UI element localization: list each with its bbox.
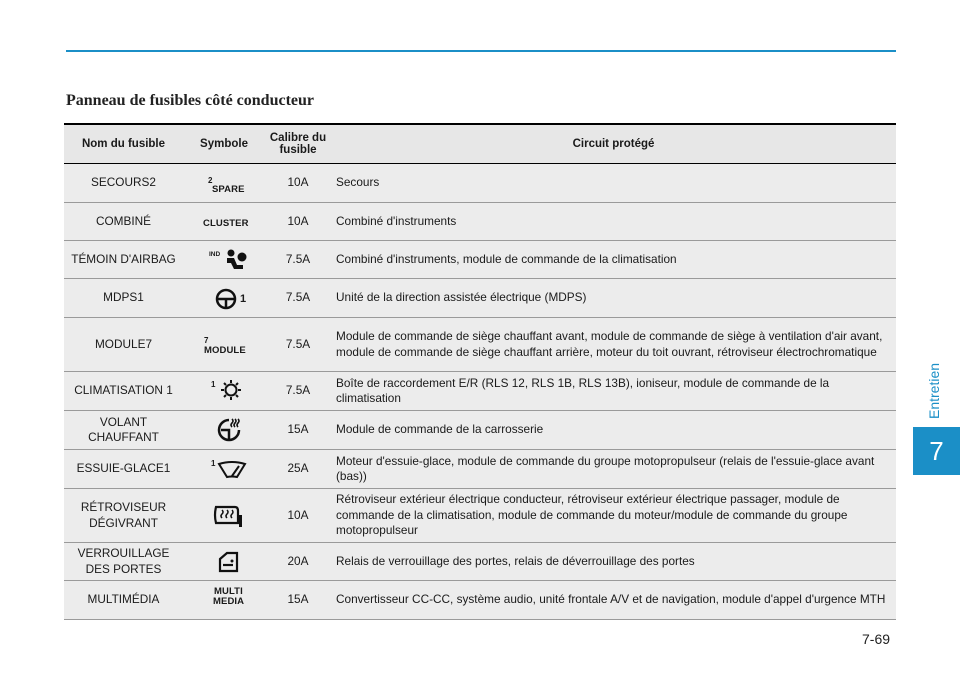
cluster-label-icon: CLUSTER [203,218,249,229]
fuse-name: VERROUILLAGE DES PORTES [64,543,183,581]
fuse-circuit: Unité de la direction assistée électrique (MDPS) [331,279,896,318]
top-rule [66,50,896,52]
fuse-name: TÉMOIN D'AIRBAG [64,241,183,279]
table-row [64,411,896,450]
header-symbol: Symbole [183,124,265,164]
multimedia-label-icon: MULTI [214,586,243,597]
fuse-rating: 15A [265,581,331,620]
fuse-rating: 7.5A [265,318,331,372]
module-label-icon: MODULE [204,345,246,356]
fuse-symbol [183,241,265,279]
fuse-symbol [183,581,265,620]
chapter-tab: 7 [913,427,960,475]
header-fuse-name: Nom du fusible [64,124,183,164]
fuse-name: ESSUIE-GLACE1 [64,450,183,489]
fuse-rating: 10A [265,203,331,241]
wiper-icon [217,461,247,479]
page-number: 7-69 [862,631,891,647]
table-row [64,279,896,318]
steering-wheel-icon [215,288,237,310]
section-title: Panneau de fusibles côté conducteur [66,92,314,109]
heated-steering-icon [215,416,243,444]
fuse-name: MULTIMÉDIA [64,581,183,620]
table-row [64,450,896,489]
header-circuit: Circuit protégé [331,124,896,164]
fuse-circuit: Boîte de raccordement E/R (RLS 12, RLS 1B, RLS 13B), ioniseur, module de commande de la climatisation [331,372,896,411]
fuse-circuit: Combiné d'instruments [331,203,896,241]
fuse-symbol [183,372,265,411]
header-rating: Calibre du fusible [265,124,331,164]
fuse-name: MODULE7 [64,318,183,372]
table-row [64,581,896,620]
fuse-name: VOLANT CHAUFFANT [64,411,183,450]
fuse-rating: 20A [265,543,331,581]
airbag-icon [223,248,249,272]
fuse-circuit: Convertisseur CC-CC, système audio, unité frontale A/V et de navigation, module d'appel d'urgence MTH [331,581,896,620]
table-row [64,203,896,241]
table-header-row [64,124,896,164]
climate-icon [220,379,242,401]
side-chapter-title: Entretien [926,362,942,420]
fuse-name: CLIMATISATION 1 [64,372,183,411]
fuse-name: COMBINÉ [64,203,183,241]
mirror-defrost-icon [213,503,245,529]
fuse-circuit: Rétroviseur extérieur électrique conducteur, rétroviseur extérieur électrique passager, module de commande de la climatisation, module de commande du moteur/module de commande du groupe motopropulseur [331,489,896,543]
fuse-table [64,123,896,620]
fuse-name: MDPS1 [64,279,183,318]
symbol-superscript: 2 [208,176,213,185]
fuse-circuit: Relais de verrouillage des portes, relais de déverrouillage des portes [331,543,896,581]
table-row [64,372,896,411]
door-lock-icon [216,551,240,573]
fuse-rating: 25A [265,450,331,489]
table-row [64,164,896,203]
fuse-symbol [183,318,265,372]
symbol-superscript: IND [209,251,221,258]
symbol-superscript: 1 [211,459,216,468]
fuse-rating: 7.5A [265,279,331,318]
fuse-symbol [183,203,265,241]
fuse-circuit: Moteur d'essuie-glace, module de commande du groupe motopropulseur (relais de l'essuie-glace avant (bas)) [331,450,896,489]
symbol-suffix: 1 [240,293,247,305]
table-row [64,489,896,543]
table-row [64,241,896,279]
fuse-rating: 10A [265,164,331,203]
fuse-circuit: Module de commande de siège chauffant avant, module de commande de siège à ventilation d'air avant, module de commande de siège chauffant arrière, moteur du toit ouvrant, rétroviseur électrochromatique [331,318,896,372]
fuse-rating: 15A [265,411,331,450]
multimedia-label-icon-line2: MEDIA [213,596,245,607]
symbol-superscript: 1 [211,380,216,389]
fuse-circuit: Secours [331,164,896,203]
spare-label-icon: SPARE [212,184,245,195]
fuse-rating: 10A [265,489,331,543]
fuse-symbol [183,489,265,543]
fuse-rating: 7.5A [265,372,331,411]
fuse-symbol [183,411,265,450]
fuse-circuit: Module de commande de la carrosserie [331,411,896,450]
fuse-name: SECOURS2 [64,164,183,203]
fuse-symbol [183,543,265,581]
fuse-name: RÉTROVISEUR DÉGIVRANT [64,489,183,543]
fuse-symbol [183,279,265,318]
table-row [64,318,896,372]
fuse-rating: 7.5A [265,241,331,279]
fuse-symbol [183,164,265,203]
symbol-superscript: 7 [204,336,209,345]
fuse-circuit: Combiné d'instruments, module de commande de la climatisation [331,241,896,279]
table-row [64,543,896,581]
fuse-symbol [183,450,265,489]
